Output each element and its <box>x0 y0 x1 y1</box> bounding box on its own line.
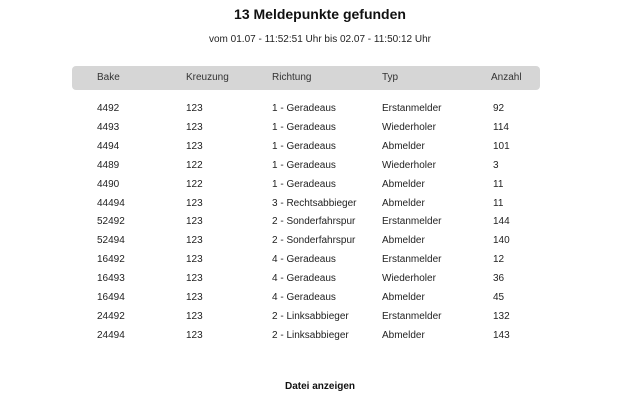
cell-typ: Abmelder <box>382 140 425 152</box>
cell-bake: 4493 <box>97 121 120 133</box>
cell-kreuzung: 123 <box>186 103 203 114</box>
cell-kreuzung: 123 <box>186 216 203 228</box>
cell-kreuzung: 123 <box>186 273 203 285</box>
column-header-kreuzung: Kreuzung <box>186 72 229 83</box>
cell-kreuzung: 123 <box>186 329 203 341</box>
column-header-bake: Bake <box>97 72 120 83</box>
cell-kreuzung: 122 <box>186 159 203 171</box>
cell-bake: 52494 <box>97 235 125 247</box>
cell-kreuzung: 123 <box>186 254 203 266</box>
cell-kreuzung: 123 <box>186 292 203 303</box>
cell-typ: Wiederholer <box>382 121 436 133</box>
cell-typ: Abmelder <box>382 197 425 209</box>
table-row <box>0 254 640 273</box>
cell-richtung: 3 - Rechtsabbieger <box>272 197 357 209</box>
cell-anzahl: 11 <box>493 178 504 190</box>
cell-anzahl: 140 <box>493 235 510 247</box>
cell-kreuzung: 123 <box>186 310 203 322</box>
cell-typ: Abmelder <box>382 329 425 341</box>
cell-bake: 44494 <box>97 197 125 209</box>
cell-richtung: 1 - Geradeaus <box>272 159 336 171</box>
cell-bake: 16493 <box>97 273 125 285</box>
page-title: 13 Meldepunkte gefunden <box>234 6 406 22</box>
cell-typ: Erstanmelder <box>382 254 442 266</box>
table-row <box>0 179 640 198</box>
table-row <box>0 330 640 349</box>
cell-kreuzung: 123 <box>186 235 203 247</box>
table-row <box>0 311 640 330</box>
cell-richtung: 1 - Geradeaus <box>272 178 336 190</box>
cell-bake: 16494 <box>97 292 125 303</box>
table-row <box>0 141 640 160</box>
cell-richtung: 2 - Sonderfahrspur <box>272 216 356 228</box>
cell-anzahl: 92 <box>493 103 505 114</box>
column-header-typ: Typ <box>382 72 399 83</box>
time-range: vom 01.07 - 11:52:51 Uhr bis 02.07 - 11:50:12 Uhr <box>209 34 431 45</box>
cell-bake: 52492 <box>97 216 125 228</box>
cell-typ: Erstanmelder <box>382 103 442 114</box>
cell-richtung: 2 - Linksabbieger <box>272 329 349 341</box>
cell-bake: 16492 <box>97 254 125 266</box>
table-row <box>0 273 640 292</box>
table-row <box>0 103 640 122</box>
table-row <box>0 122 640 141</box>
cell-kreuzung: 123 <box>186 121 203 133</box>
cell-typ: Abmelder <box>382 178 425 190</box>
cell-anzahl: 144 <box>493 216 510 228</box>
cell-typ: Wiederholer <box>382 273 436 285</box>
cell-anzahl: 3 <box>493 159 499 171</box>
cell-typ: Abmelder <box>382 292 425 303</box>
cell-anzahl: 114 <box>493 121 509 133</box>
table-row <box>0 160 640 179</box>
cell-bake: 4490 <box>97 178 120 190</box>
cell-typ: Wiederholer <box>382 159 436 171</box>
cell-bake: 4494 <box>97 140 120 152</box>
table-row <box>0 198 640 217</box>
cell-bake: 24494 <box>97 329 125 341</box>
cell-bake: 4492 <box>97 103 120 114</box>
show-file-link[interactable]: Datei anzeigen <box>284 381 356 392</box>
cell-richtung: 1 - Geradeaus <box>272 121 336 133</box>
cell-richtung: 1 - Geradeaus <box>272 140 336 152</box>
cell-bake: 4489 <box>97 159 120 171</box>
cell-anzahl: 12 <box>493 254 505 266</box>
cell-anzahl: 36 <box>493 273 505 285</box>
cell-richtung: 4 - Geradeaus <box>272 273 336 285</box>
cell-typ: Erstanmelder <box>382 310 442 322</box>
cell-anzahl: 101 <box>493 140 510 152</box>
cell-richtung: 2 - Sonderfahrspur <box>272 235 356 247</box>
cell-richtung: 4 - Geradeaus <box>272 292 336 303</box>
table-row <box>0 216 640 235</box>
cell-anzahl: 11 <box>493 197 504 209</box>
cell-typ: Erstanmelder <box>382 216 442 228</box>
cell-richtung: 4 - Geradeaus <box>272 254 336 266</box>
cell-kreuzung: 122 <box>186 178 203 190</box>
table-row <box>0 292 640 311</box>
column-header-anzahl: Anzahl <box>491 72 522 83</box>
table-row <box>0 235 640 254</box>
table-header <box>72 66 540 90</box>
cell-anzahl: 132 <box>493 310 510 322</box>
cell-richtung: 1 - Geradeaus <box>272 103 336 114</box>
cell-bake: 24492 <box>97 310 125 322</box>
cell-richtung: 2 - Linksabbieger <box>272 310 349 322</box>
cell-kreuzung: 123 <box>186 197 203 209</box>
cell-kreuzung: 123 <box>186 140 203 152</box>
column-header-richtung: Richtung <box>272 72 312 83</box>
cell-anzahl: 143 <box>493 329 510 341</box>
cell-typ: Abmelder <box>382 235 425 247</box>
cell-anzahl: 45 <box>493 292 505 303</box>
